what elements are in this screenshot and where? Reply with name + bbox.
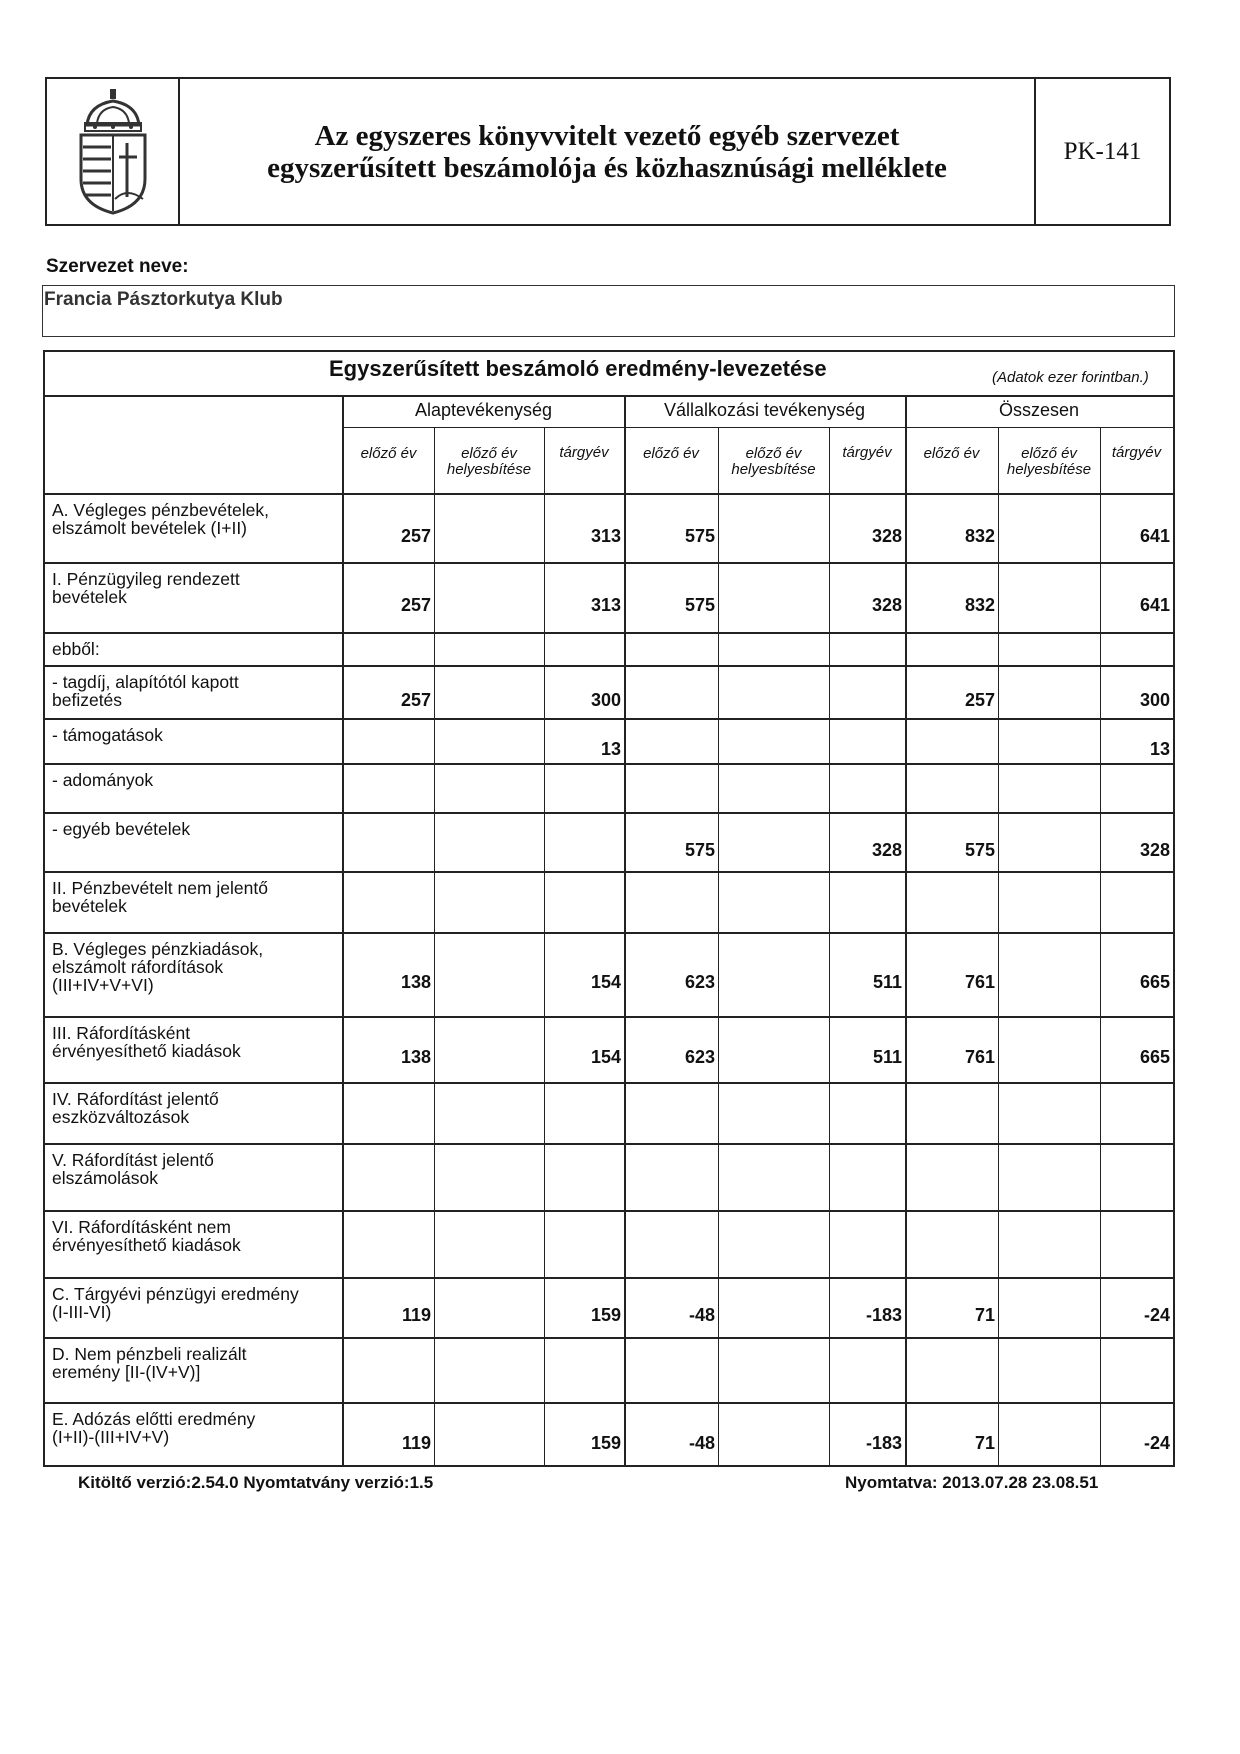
table-cell: -183 <box>865 1432 902 1453</box>
table-cell: 832 <box>964 525 995 546</box>
subcolumn-header: előző év <box>643 445 699 462</box>
organization-label: Szervezet neve: <box>46 256 189 277</box>
rule-row <box>43 932 1175 934</box>
row-label: D. Nem pénzbeli realizált eremény [II-(IV+V)] <box>52 1344 247 1382</box>
subcolumn-header: előző év helyesbítése <box>446 445 532 478</box>
row-label: ebből: <box>52 639 100 659</box>
rule-row <box>43 493 1175 495</box>
subcolumn-header: tárgyév <box>559 444 609 461</box>
table-cell: 119 <box>401 1305 431 1325</box>
subcolumn-header: előző év helyesbítése <box>731 445 816 478</box>
table-cell: 761 <box>964 1047 995 1067</box>
group-header: Vállalkozási tevékenység <box>663 400 866 420</box>
row-label: VI. Ráfordításként nem érvényesíthető kiadások <box>52 1217 241 1255</box>
table-cell: 154 <box>590 972 621 992</box>
table-cell: 257 <box>400 689 431 710</box>
table-cell: 511 <box>872 1047 902 1067</box>
subcolumn-header: tárgyév <box>842 444 892 461</box>
row-label: IV. Ráfordítást jelentő eszközváltozások <box>52 1089 219 1127</box>
table-cell: 13 <box>1149 738 1170 759</box>
row-label: - tagdíj, alapítótól kapott befizetés <box>52 672 239 710</box>
row-label: III. Ráfordításként érvényesíthető kiadások <box>52 1023 241 1061</box>
form-title-line1: Az egyszeres könyvvitelt vezető egyéb szervezet <box>314 119 900 152</box>
table-cell: 665 <box>1139 1047 1170 1067</box>
rule-row <box>43 812 1175 814</box>
rule-row <box>43 1210 1175 1212</box>
form-title <box>180 79 1036 224</box>
rule-row <box>43 665 1175 667</box>
row-label: B. Végleges pénzkiadások, elszámolt ráfordítások (III+IV+V+VI) <box>52 939 264 995</box>
row-label: A. Végleges pénzbevételek, elszámolt bevételek (I+II) <box>52 500 269 538</box>
rule-row <box>43 718 1175 720</box>
row-label: V. Ráfordítást jelentő elszámolások <box>52 1150 214 1188</box>
group-header: Összesen <box>998 400 1080 420</box>
form-title-line2: egyszerűsített beszámolója és közhasznúsági melléklete <box>267 151 947 184</box>
row-label: - adományok <box>52 770 154 790</box>
table-cell: 313 <box>590 595 621 615</box>
organization-name-field <box>42 285 1175 337</box>
rule-row <box>43 632 1175 634</box>
table-cell: 623 <box>684 972 715 992</box>
form-code: PK-141 <box>1063 137 1142 165</box>
rule-row <box>43 763 1175 765</box>
table-cell: 328 <box>871 525 902 546</box>
table-cell: 575 <box>684 595 715 615</box>
table-cell: 313 <box>590 525 621 546</box>
table-cell: 257 <box>400 525 431 546</box>
rule-row <box>43 1337 1175 1339</box>
rule-row <box>43 1402 1175 1404</box>
row-label: - egyéb bevételek <box>52 819 191 839</box>
subcolumn-header: előző év <box>360 445 417 462</box>
table-cell: -48 <box>688 1432 715 1453</box>
table-cell: 761 <box>964 972 995 992</box>
rule-row <box>43 1277 1175 1279</box>
table-cell: 511 <box>872 972 902 992</box>
rule-row <box>43 562 1175 564</box>
table-cell: 665 <box>1139 972 1170 992</box>
row-label: E. Adózás előtti eredmény (I+II)-(III+IV+V) <box>52 1409 256 1447</box>
table-cell: 300 <box>590 689 621 710</box>
table-cell: 138 <box>400 1047 431 1067</box>
rule-col <box>998 428 999 1467</box>
rule-group <box>343 427 1173 428</box>
table-cell: 575 <box>964 839 995 860</box>
table-cell: -24 <box>1143 1432 1170 1453</box>
rule-col <box>434 428 435 1467</box>
row-label: C. Tárgyévi pénzügyi eredmény (I-III-VI) <box>52 1284 299 1322</box>
table-cell: 328 <box>871 839 902 860</box>
table-cell: 300 <box>1139 689 1170 710</box>
unit-note: (Adatok ezer forintban.) <box>992 369 1149 386</box>
row-label: - támogatások <box>52 725 163 745</box>
table-cell: 328 <box>871 595 902 615</box>
table-cell: 159 <box>590 1305 621 1325</box>
table-cell: 623 <box>684 1047 715 1067</box>
table-cell: 641 <box>1139 525 1170 546</box>
table-cell: 641 <box>1139 595 1170 615</box>
table-cell: 328 <box>1139 839 1170 860</box>
rule-row <box>43 1016 1175 1018</box>
table-cell: 154 <box>590 1047 621 1067</box>
footer-version: Kitöltő verzió:2.54.0 Nyomtatvány verzió:1.5 <box>78 1473 434 1492</box>
subcolumn-header: előző év helyesbítése <box>1006 445 1092 478</box>
form-header <box>45 77 1171 226</box>
subcolumn-header: előző év <box>923 445 980 462</box>
table-cell: 119 <box>401 1432 431 1453</box>
subcolumn-header: tárgyév <box>1111 444 1162 461</box>
row-label: II. Pénzbevételt nem jelentő bevételek <box>52 878 268 916</box>
table-cell: 257 <box>400 595 431 615</box>
table-cell: -183 <box>865 1305 902 1325</box>
table-cell: 575 <box>684 525 715 546</box>
table-cell: -48 <box>688 1305 715 1325</box>
group-header: Alaptevékenység <box>414 400 553 420</box>
table-cell: 159 <box>590 1432 621 1453</box>
row-label: I. Pénzügyileg rendezett bevételek <box>52 569 240 607</box>
table-cell: 71 <box>974 1432 995 1453</box>
coat-of-arms-icon <box>47 79 180 224</box>
rule-col <box>718 428 719 1467</box>
footer-printed-date: Nyomtatva: 2013.07.28 23.08.51 <box>845 1473 1099 1492</box>
table-cell: 257 <box>964 689 995 710</box>
table-cell: 138 <box>400 972 431 992</box>
table-cell: 575 <box>684 839 715 860</box>
table-cell: 13 <box>600 738 621 759</box>
table-cell: 71 <box>974 1305 995 1325</box>
organization-name: Francia Pásztorkutya Klub <box>44 289 283 310</box>
table-cell: -24 <box>1143 1305 1170 1325</box>
table-title: Egyszerűsített beszámoló eredmény-levezetése <box>329 356 827 381</box>
rule-row <box>43 871 1175 873</box>
rule-header <box>43 395 1175 397</box>
rule-row <box>43 1082 1175 1084</box>
table-cell: 832 <box>964 595 995 615</box>
rule-row <box>43 1143 1175 1145</box>
